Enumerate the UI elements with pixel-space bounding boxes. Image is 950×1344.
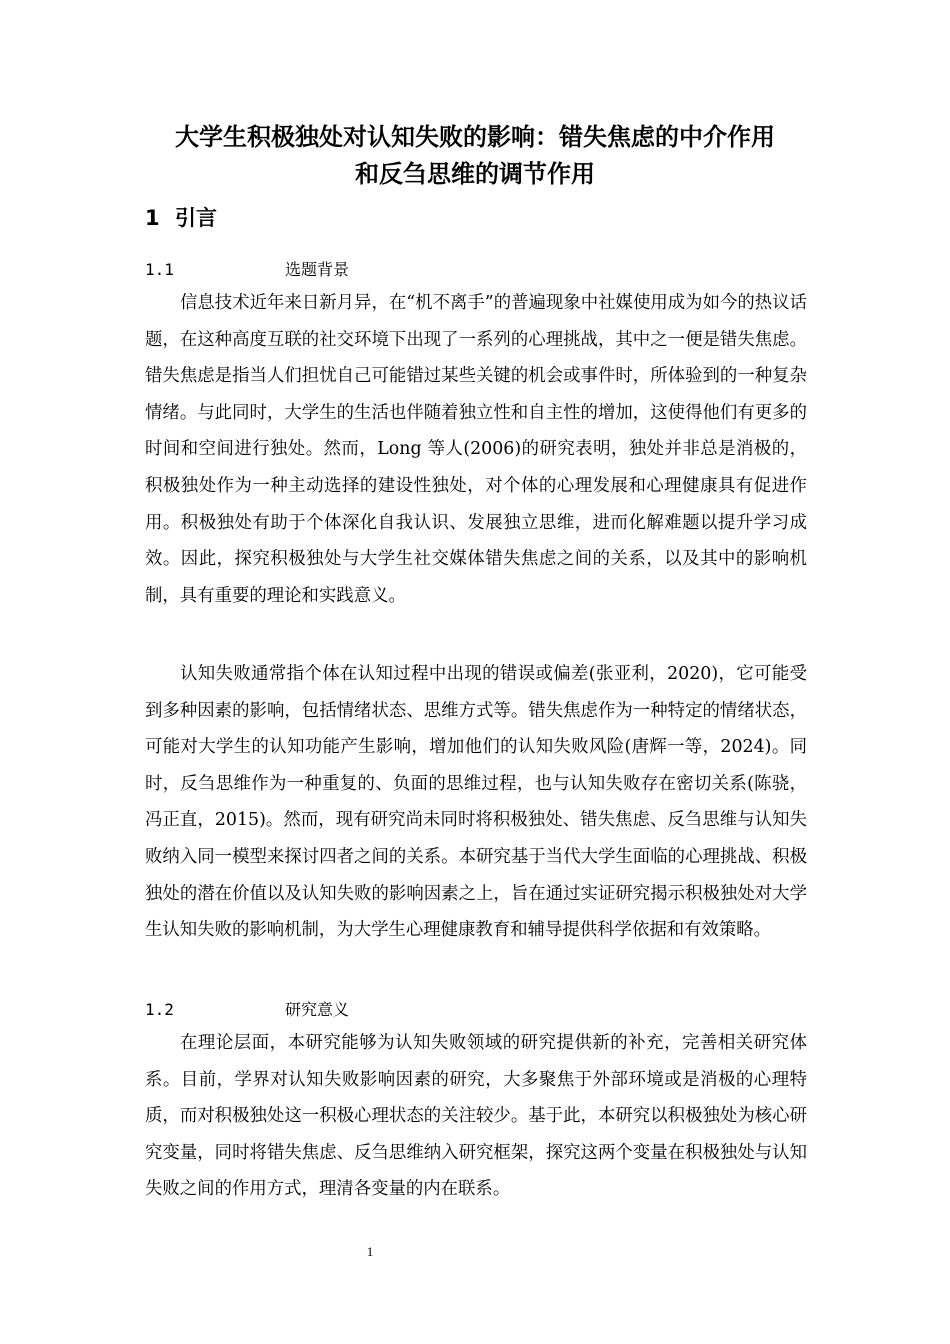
subsection-heading-background: [145, 258, 805, 282]
page-number: 1: [366, 1244, 374, 1259]
subsection-number: 1.1: [145, 260, 174, 279]
document-title-line-1: 大学生积极独处对认知失败的影响：错失焦虑的中介作用: [175, 123, 775, 151]
paragraph-background-2: 认知失败通常指个体在认知过程中出现的错误或偏差(张亚利，2020)，它可能受到多种因素的影响，包括情绪状态、思维方式等。错失焦虑作为一种特定的情绪状态，可能对大学生的认知功能产生影响，增加他们的认知失败风险(唐辉一等，2024)。同时，反刍思维作为一种重复的、负面的思维过程，也与认知失败存在密切关系(陈骁，冯正直，2015)。然而，现有研究尚未同时将积极独处、错失焦虑、反刍思维与认知失败纳入同一模型来探讨四者之间的关系。本研究基于当代大学生面临的心理挑战、积极独处的潜在价值以及认知失败的影响因素之上，旨在通过实证研究揭示积极独处对大学生认知失败的影响机制，为大学生心理健康教育和辅导提供科学依据和有效策略。: [145, 664, 807, 941]
subsection-title: 研究意义: [285, 1000, 350, 1019]
document-title-line-2: 和反刍思维的调节作用: [355, 160, 595, 188]
subsection-number: 1.2: [145, 1000, 174, 1019]
paragraph-background-1: 信息技术近年来日新月异，在“机不离手”的普遍现象中社媒使用成为如今的热议话题，在这种高度互联的社交环境下出现了一系列的心理挑战，其中之一便是错失焦虑。错失焦虑是指当人们担忧自己可能错过某些关键的机会或事件时，所体验到的一种复杂情绪。与此同时，大学生的生活也伴随着独立性和自主性的增加，这使得他们有更多的时间和空间进行独处。然而，Long 等人(2006)的研究表明，独处并非总是消极的，积极独处作为一种主动选择的建设性独处，对个体的心理发展和心理健康具有促进作用。积极独处有助于个体深化自我认识、发展独立思维，进而化解难题以提升学习成效。因此，探究积极独处与大学生社交媒体错失焦虑之间的关系，以及其中的影响机制，具有重要的理论和实践意义。: [145, 293, 807, 606]
section-title: 引言: [175, 206, 217, 230]
subsection-title: 选题背景: [285, 260, 350, 279]
section-heading-introduction: [145, 200, 217, 236]
paragraph-significance-1: 在理论层面，本研究能够为认知失败领域的研究提供新的补充，完善相关研究体系。目前，学界对认知失败影响因素的研究，大多聚焦于外部环境或是消极的心理特质，而对积极独处这一积极心理状态的关注较少。基于此，本研究以积极独处为核心研究变量，同时将错失焦虑、反刍思维纳入研究框架，探究这两个变量在积极独处与认知失败之间的作用方式，理清各变量的内在联系。: [145, 1033, 807, 1200]
section-number: 1: [145, 206, 160, 230]
subsection-heading-significance: [145, 998, 805, 1022]
